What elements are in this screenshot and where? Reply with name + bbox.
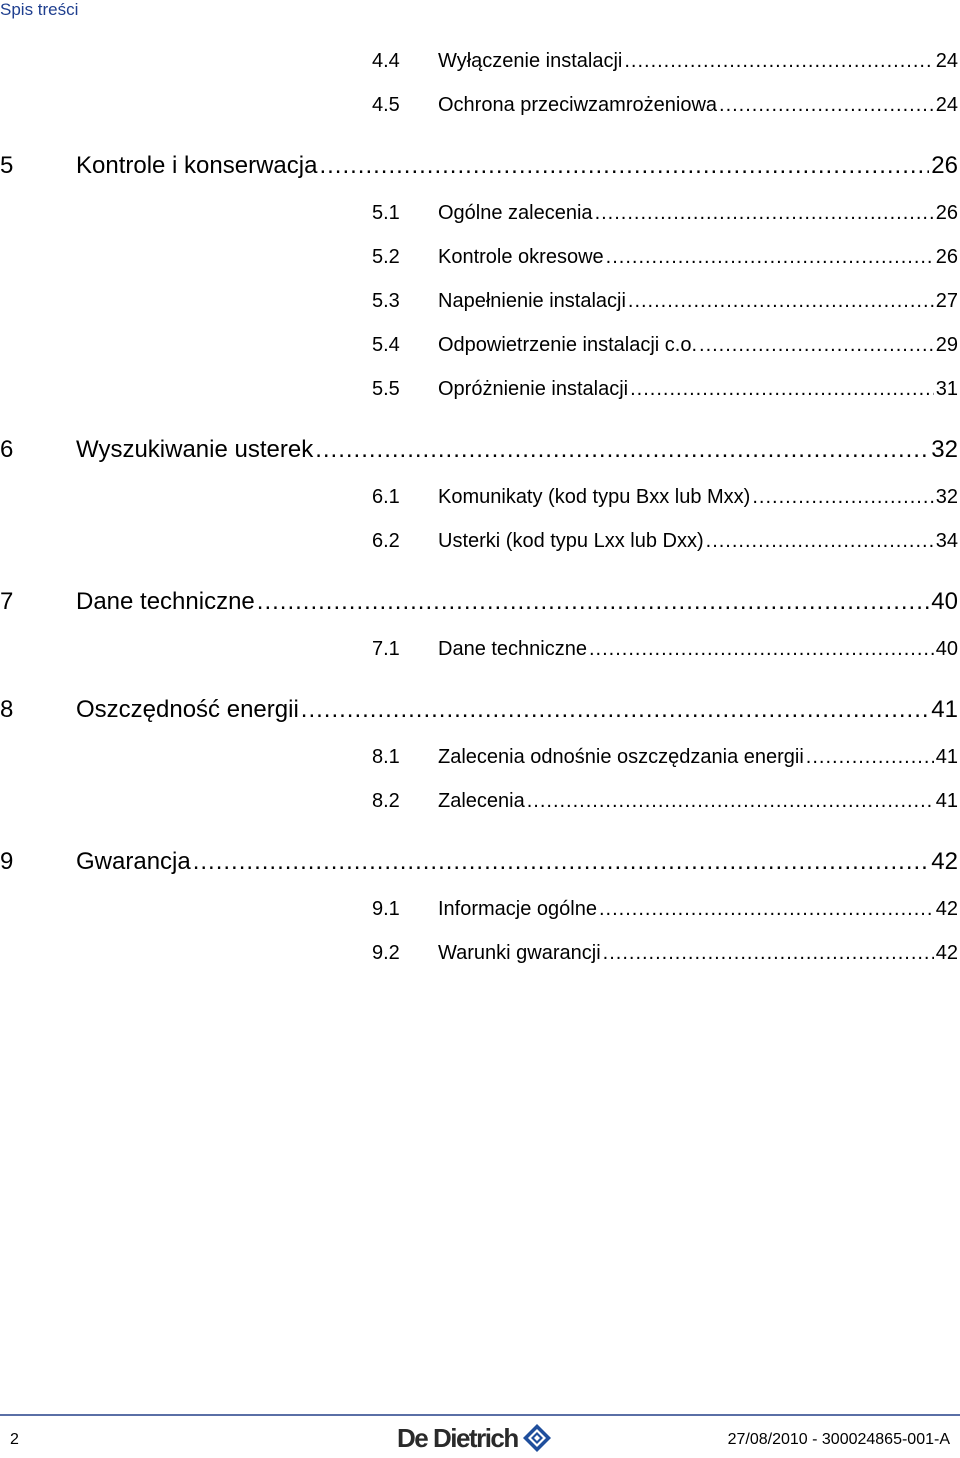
footer-page-number: 2: [10, 1431, 19, 1448]
toc-entry-5-3[interactable]: [372, 290, 958, 313]
toc-title: Napełnienie instalacji: [438, 290, 626, 312]
toc-leader: [628, 290, 934, 313]
toc-title: Komunikaty (kod typu Bxx lub Mxx): [438, 486, 751, 508]
brand-name: De Dietrich: [397, 1422, 518, 1453]
toc-leader: [630, 378, 934, 401]
toc-entry-5[interactable]: [0, 152, 958, 180]
toc-title: Wyszukiwanie usterek: [76, 436, 314, 463]
toc-leader: [603, 942, 934, 965]
toc-number: 5.5: [372, 378, 400, 400]
toc-leader: [257, 588, 930, 616]
toc-page: 41: [935, 790, 958, 812]
toc-page: 27: [935, 290, 958, 312]
toc-title: Odpowietrzenie instalacji c.o.: [438, 334, 698, 356]
toc-page: 26: [935, 246, 958, 268]
toc-number: 8.2: [372, 790, 400, 812]
section-header: Spis treści: [0, 0, 79, 19]
toc-page: 26: [935, 202, 958, 224]
toc-title: Oszczędność energii: [76, 696, 299, 723]
toc-entry-8[interactable]: [0, 696, 958, 724]
toc-page: 40: [931, 588, 958, 615]
toc-page: 24: [935, 50, 958, 72]
toc-entry-8-2[interactable]: [372, 790, 958, 813]
footer-rule: [0, 1414, 960, 1416]
toc-title: Dane techniczne: [438, 638, 587, 660]
toc-entry-4-5[interactable]: [372, 94, 958, 117]
toc-leader: [719, 94, 934, 117]
toc-page: 41: [935, 746, 958, 768]
brand-logo: [397, 1418, 552, 1458]
footer-reference: 27/08/2010 - 300024865-001-A: [727, 1431, 950, 1448]
toc-number: 5.1: [372, 202, 400, 224]
toc-title: Zalecenia: [438, 790, 525, 812]
toc-leader: [806, 746, 934, 769]
toc-leader: [699, 334, 934, 357]
toc-title: Wyłączenie instalacji: [438, 50, 623, 72]
toc-title: Ogólne zalecenia: [438, 202, 593, 224]
toc-leader: [599, 898, 934, 921]
toc-page: 42: [935, 898, 958, 920]
toc-title: Warunki gwarancji: [438, 942, 601, 964]
toc-leader: [624, 50, 933, 73]
toc-page: 24: [935, 94, 958, 116]
toc-number: 5.4: [372, 334, 400, 356]
toc-leader: [706, 530, 934, 553]
toc-entry-7-1[interactable]: [372, 638, 958, 661]
toc-page: 26: [931, 152, 958, 179]
toc-leader: [589, 638, 934, 661]
toc-number: 7.1: [372, 638, 400, 660]
toc-leader: [752, 486, 933, 509]
toc-page: 32: [931, 436, 958, 463]
toc-title: Dane techniczne: [76, 588, 255, 615]
toc-number: 5.3: [372, 290, 400, 312]
toc-page: 34: [935, 530, 958, 552]
toc-leader: [606, 246, 934, 269]
toc-entry-9-2[interactable]: [372, 942, 958, 965]
toc-title: Gwarancja: [76, 848, 191, 875]
toc-number: 9.2: [372, 942, 400, 964]
toc-number: 7: [0, 588, 14, 615]
toc-leader: [319, 152, 929, 180]
toc-number: 8: [0, 696, 14, 723]
toc-entry-5-2[interactable]: [372, 246, 958, 269]
toc-page: 42: [935, 942, 958, 964]
toc-title: Informacje ogólne: [438, 898, 597, 920]
toc-entry-8-1[interactable]: [372, 746, 958, 769]
toc-entry-5-5[interactable]: [372, 378, 958, 401]
toc-number: 5.2: [372, 246, 400, 268]
toc-entry-5-1[interactable]: [372, 202, 958, 225]
toc-number: 8.1: [372, 746, 400, 768]
toc-leader: [595, 202, 934, 225]
toc-entry-9-1[interactable]: [372, 898, 958, 921]
toc-number: 4.5: [372, 94, 400, 116]
toc-leader: [193, 848, 930, 876]
toc-title: Opróżnienie instalacji: [438, 378, 629, 400]
toc-title: Zalecenia odnośnie oszczędzania energii: [438, 746, 804, 768]
toc-number: 9.1: [372, 898, 400, 920]
toc-number: 6: [0, 436, 14, 463]
diamond-logo-icon: [522, 1423, 552, 1453]
toc-number: 6.1: [372, 486, 400, 508]
toc-page: 31: [935, 378, 958, 400]
toc-number: 4.4: [372, 50, 400, 72]
toc-entry-4-4[interactable]: [372, 50, 958, 73]
toc-entry-6-1[interactable]: [372, 486, 958, 509]
toc-title: Kontrole i konserwacja: [76, 152, 318, 179]
toc-leader: [527, 790, 934, 813]
toc-entry-5-4[interactable]: [372, 334, 958, 357]
toc-number: 5: [0, 152, 14, 179]
toc-entry-7[interactable]: [0, 588, 958, 616]
toc-page: 29: [935, 334, 958, 356]
toc-number: 9: [0, 848, 14, 875]
toc-page: 32: [935, 486, 958, 508]
toc-leader: [301, 696, 930, 724]
toc-number: 6.2: [372, 530, 400, 552]
toc-title: Usterki (kod typu Lxx lub Dxx): [438, 530, 704, 552]
toc-page: 42: [931, 848, 958, 875]
toc-entry-6[interactable]: [0, 436, 958, 464]
toc-title: Kontrole okresowe: [438, 246, 604, 268]
toc-leader: [315, 436, 929, 464]
toc-entry-6-2[interactable]: [372, 530, 958, 553]
toc-page: 40: [935, 638, 958, 660]
toc-entry-9[interactable]: [0, 848, 958, 876]
toc-title: Ochrona przeciwzamrożeniowa: [438, 94, 718, 116]
toc-page: 41: [931, 696, 958, 723]
